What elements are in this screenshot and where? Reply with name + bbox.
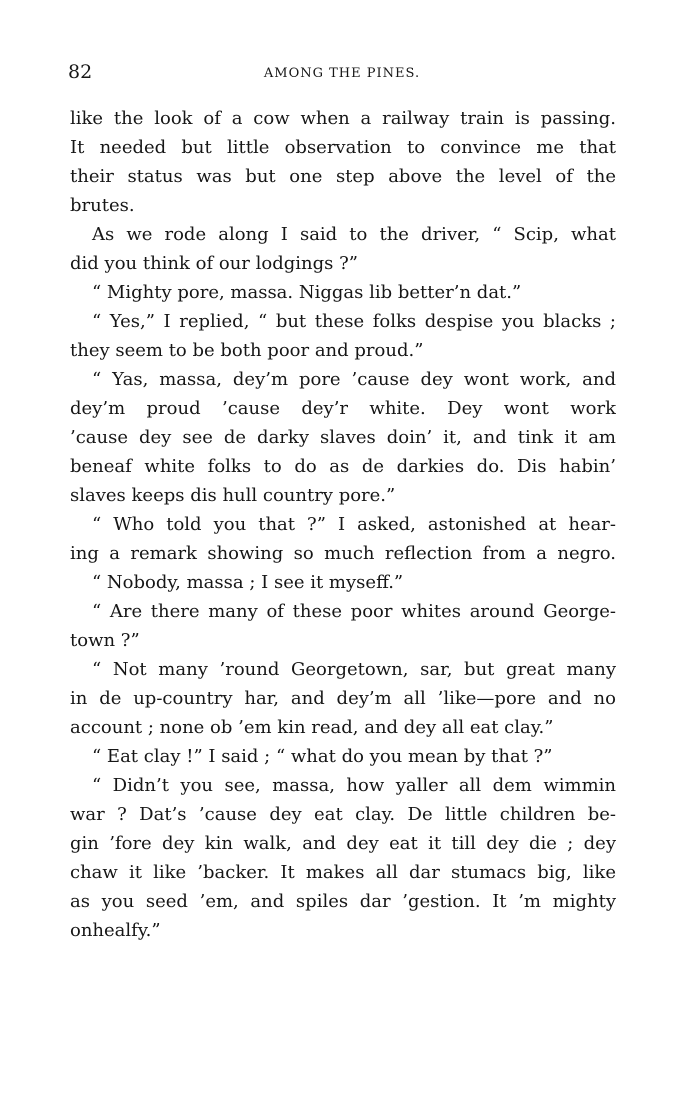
text-line: “ Mighty pore, massa. Niggas lib better’n dat.”: [92, 282, 522, 303]
text-line: in de up-country har, and dey’m all ’like—pore and no: [70, 688, 616, 709]
page-number: 82: [68, 61, 93, 83]
text-line: account ; none ob ’em kin read, and dey all eat clay.”: [70, 717, 554, 738]
text-line: As we rode along I said to the driver, “ Scip, what: [92, 224, 616, 245]
text-line: “ Yes,” I replied, “ but these folks despise you blacks ;: [92, 311, 616, 332]
text-line: like the look of a cow when a railway train is passing.: [70, 108, 616, 129]
body-text: [70, 104, 616, 945]
text-line: chaw it like ’backer. It makes all dar stumacs big, like: [70, 862, 616, 883]
running-title: AMONG THE PINES.: [263, 66, 421, 81]
text-line: “ Yas, massa, dey’m pore ’cause dey wont work, and: [92, 369, 616, 390]
text-line: “ Didn’t you see, massa, how yaller all dem wimmin: [92, 775, 616, 796]
text-line: ing a remark showing so much reflection from a negro.: [70, 543, 616, 564]
text-line: “ Who told you that ?” I asked, astonished at hear-: [92, 514, 616, 535]
text-line: ’cause dey see de darky slaves doin’ it, and tink it am: [70, 427, 616, 448]
text-line: as you seed ’em, and spiles dar ’gestion. It ’m mighty: [70, 891, 616, 912]
text-line: “ Not many ’round Georgetown, sar, but great many: [92, 659, 616, 680]
text-line: slaves keeps dis hull country pore.”: [70, 485, 396, 506]
text-line: brutes.: [70, 195, 135, 216]
text-line: “ Eat clay !” I said ; “ what do you mean by that ?”: [92, 746, 553, 767]
text-line: they seem to be both poor and proud.”: [70, 340, 424, 361]
text-line: their status was but one step above the level of the: [70, 166, 616, 187]
text-line: gin ’fore dey kin walk, and dey eat it till dey die ; dey: [70, 833, 616, 854]
text-line: onhealfy.”: [70, 920, 161, 941]
text-line: town ?”: [70, 630, 140, 651]
text-line: beneaf white folks to do as de darkies do. Dis habin’: [70, 456, 616, 477]
text-line: war ? Dat’s ’cause dey eat clay. De little children be-: [70, 804, 616, 825]
text-line: “ Nobody, massa ; I see it myseff.”: [92, 572, 404, 593]
text-line: did you think of our lodgings ?”: [70, 253, 358, 274]
page-header: [68, 58, 616, 86]
text-line: It needed but little observation to convince me that: [70, 137, 616, 158]
text-line: dey’m proud ’cause dey’r white. Dey wont work: [70, 398, 616, 419]
text-line: “ Are there many of these poor whites around George-: [92, 601, 616, 622]
